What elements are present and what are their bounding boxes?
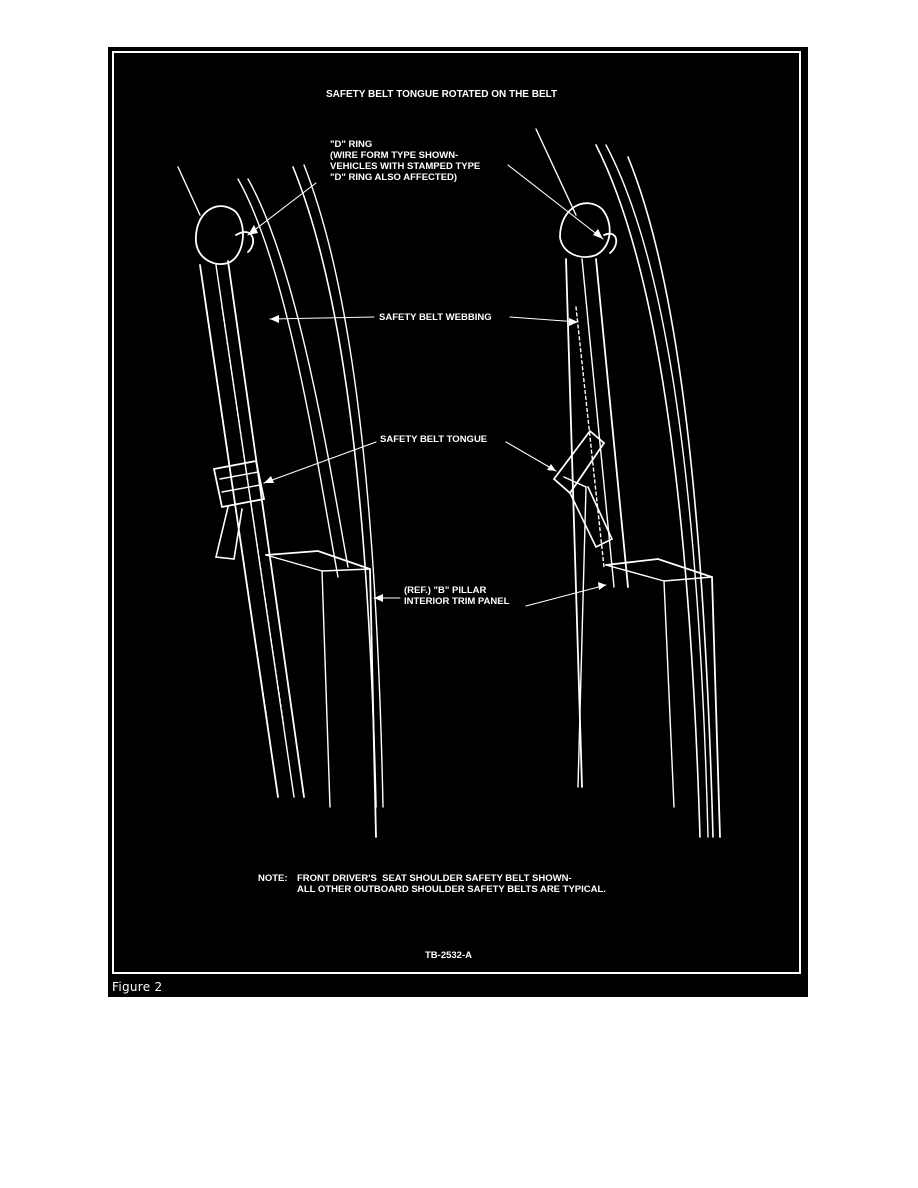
webbing-label: SAFETY BELT WEBBING (379, 312, 492, 323)
tongue-label: SAFETY BELT TONGUE (380, 434, 488, 445)
note-label: NOTE: (258, 873, 288, 884)
d-ring-label: "D" RING (WIRE FORM TYPE SHOWN- VEHICLES WITH STAMPED TYPE "D" RING ALSO AFFECTED) (330, 139, 481, 183)
arrowheads (248, 225, 606, 602)
reference-code: TB-2532-A (425, 950, 472, 961)
note-text: FRONT DRIVER'S SEAT SHOULDER SAFETY BELT SHOWN- ALL OTHER OUTBOARD SHOULDER SAFETY BELTS ARE TYPICAL. (297, 873, 606, 895)
left-assembly (178, 165, 383, 837)
figure-caption: Figure 2 (112, 980, 163, 994)
figure-frame (108, 47, 808, 997)
diagram-title: SAFETY BELT TONGUE ROTATED ON THE BELT (326, 89, 558, 100)
belt-illustration (108, 47, 808, 997)
pillar-label: (REF.) "B" PILLAR INTERIOR TRIM PANEL (404, 585, 510, 607)
leader-lines (248, 165, 606, 606)
right-assembly (536, 129, 720, 837)
caption-bar (108, 978, 808, 997)
